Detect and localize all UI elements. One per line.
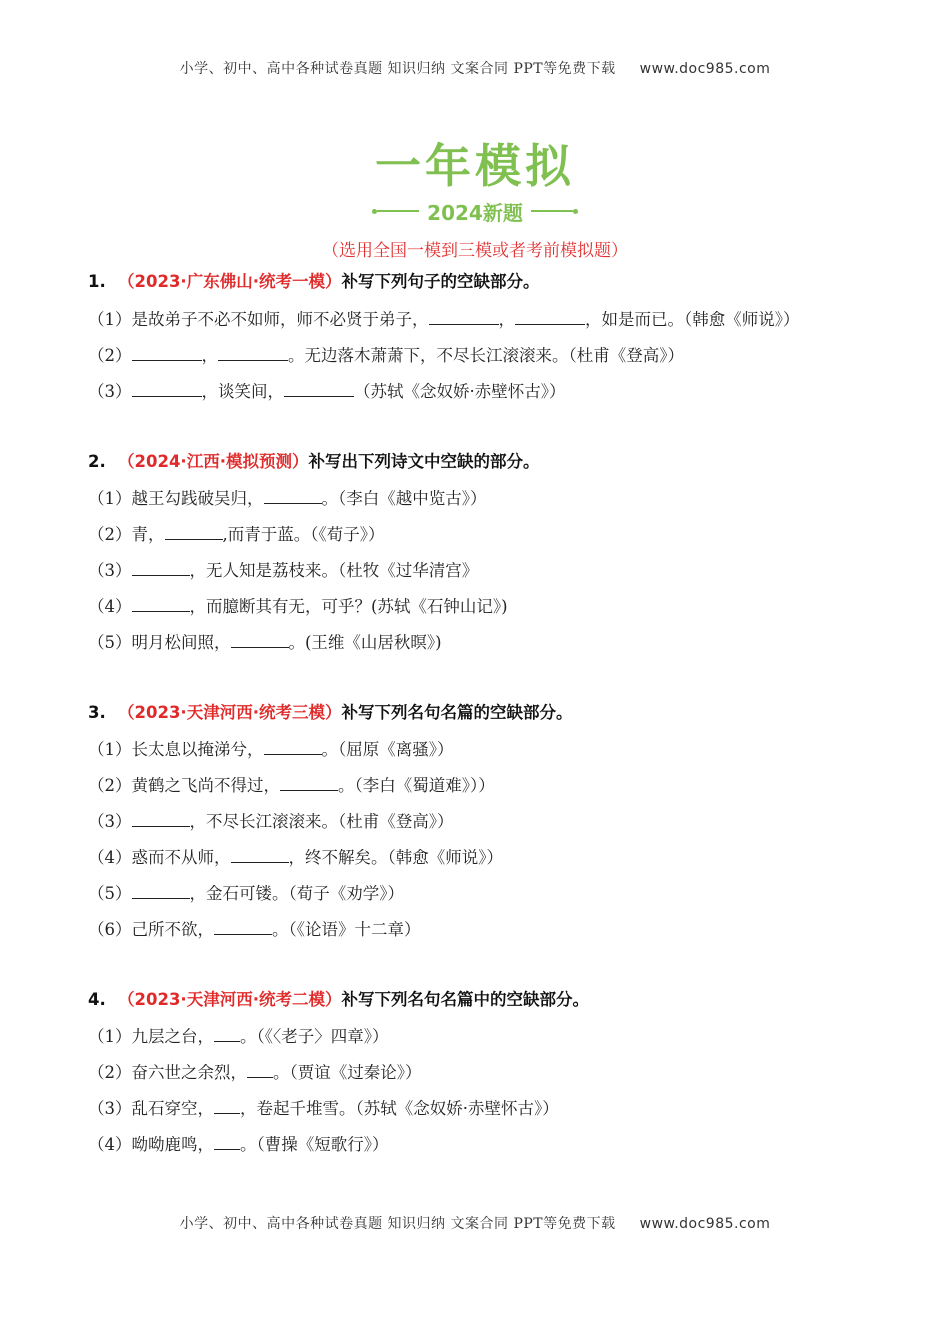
answer-blank[interactable] <box>264 487 322 504</box>
question-heading <box>88 988 868 1012</box>
item-text: （5） <box>88 884 132 903</box>
answer-blank[interactable] <box>214 1133 240 1150</box>
item-text: 。（《论语》十二章） <box>272 920 421 939</box>
page-footer <box>0 1213 950 1233</box>
question-item <box>88 379 868 404</box>
answer-blank[interactable] <box>247 1061 273 1078</box>
question-item <box>88 486 868 511</box>
item-text: （1）长太息以掩涕兮， <box>88 740 264 759</box>
question-4 <box>88 988 868 1157</box>
question-prompt: 补写下列句子的空缺部分。 <box>341 272 540 291</box>
question-heading <box>88 450 868 474</box>
question-item <box>88 881 868 906</box>
item-text: 。（曹操《短歌行》） <box>240 1135 389 1154</box>
item-text: 。（贾谊《过秦论》） <box>273 1063 422 1082</box>
question-prompt: 补写出下列诗文中空缺的部分。 <box>308 452 540 471</box>
item-text: 。（李白《越中览古》） <box>321 489 487 508</box>
item-text: 。(王维《山居秋暝》) <box>288 633 442 652</box>
item-text: 。无边落木萧萧下，不尽长江滚滚来。（杜甫《登高》） <box>288 346 684 365</box>
answer-blank[interactable] <box>165 523 223 540</box>
question-item <box>88 630 868 655</box>
item-text: （3） <box>88 812 132 831</box>
answer-blank[interactable] <box>214 918 272 935</box>
item-text: （1）是故弟子不必不如师，师不必贤于弟子， <box>88 310 429 329</box>
question-3 <box>88 701 868 942</box>
item-text: （4）呦呦鹿鸣， <box>88 1135 214 1154</box>
title-sub: 2024新题 <box>427 200 523 225</box>
item-text: 。（李白《蜀道难》）） <box>338 776 495 795</box>
item-text: （5）明月松间照， <box>88 633 231 652</box>
answer-blank[interactable] <box>264 738 322 755</box>
question-source: （2023·天津河西·统考二模） <box>118 990 342 1009</box>
answer-blank[interactable] <box>132 810 190 827</box>
item-text: ， <box>201 346 218 365</box>
question-2 <box>88 450 868 655</box>
item-text: ，终不解矣。（韩愈《师说》） <box>288 848 503 867</box>
footer-site[interactable]: www.doc985.com <box>639 1216 771 1232</box>
page-title: 一年模拟 <box>375 139 575 193</box>
title-sub-row <box>0 198 950 224</box>
title-note: （选用全国一模到三模或者考前模拟题） <box>322 241 628 261</box>
item-text: （6）己所不欲， <box>88 920 214 939</box>
question-item <box>88 343 868 368</box>
question-item <box>88 845 868 870</box>
question-item <box>88 522 868 547</box>
item-text: （3） <box>88 561 132 580</box>
item-text: 。（屈原《离骚》） <box>321 740 454 759</box>
item-text: 。（《〈老子〉四章》） <box>240 1027 389 1046</box>
item-text: ，卷起千堆雪。（苏轼《念奴娇·赤壁怀古》） <box>240 1099 559 1118</box>
answer-blank[interactable] <box>280 774 338 791</box>
question-item <box>88 307 868 332</box>
item-text: （2）青， <box>88 525 165 544</box>
item-text: （2）奋六世之余烈， <box>88 1063 247 1082</box>
question-prompt: 补写下列名句名篇的空缺部分。 <box>341 703 573 722</box>
question-item <box>88 594 868 619</box>
item-text: （3）乱石穿空， <box>88 1099 214 1118</box>
answer-blank[interactable] <box>214 1097 240 1114</box>
left-deco-line <box>372 209 419 214</box>
header-text: 小学、初中、高中各种试卷真题 知识归纳 文案合同 PPT等免费下载 <box>179 61 616 77</box>
item-text: （4） <box>88 597 132 616</box>
question-1 <box>88 270 868 404</box>
item-text: （1）九层之台， <box>88 1027 214 1046</box>
question-item <box>88 809 868 834</box>
answer-blank[interactable] <box>284 380 354 397</box>
question-item <box>88 1132 868 1157</box>
page-header <box>0 58 950 78</box>
answer-blank[interactable] <box>132 882 190 899</box>
item-text: ，无人知是荔枝来。（杜牧《过华清宫》 <box>189 561 479 580</box>
answer-blank[interactable] <box>231 631 289 648</box>
item-text: ， <box>498 310 515 329</box>
question-number: 2. <box>88 452 106 471</box>
item-text: （2） <box>88 346 132 365</box>
right-deco-line <box>531 209 578 214</box>
answer-blank[interactable] <box>218 344 288 361</box>
item-text: ,而青于蓝。（《荀子》） <box>222 525 385 544</box>
item-text: （1）越王勾践破吴归， <box>88 489 264 508</box>
item-text: （3） <box>88 382 132 401</box>
item-text: （4）惑而不从师， <box>88 848 231 867</box>
question-number: 3. <box>88 703 106 722</box>
header-site[interactable]: www.doc985.com <box>639 61 771 77</box>
item-text: ，而臆断其有无，可乎？(苏轼《石钟山记》) <box>189 597 508 616</box>
question-item <box>88 1024 868 1049</box>
item-text: （苏轼《念奴娇·赤壁怀古》） <box>354 382 566 401</box>
answer-blank[interactable] <box>515 308 585 325</box>
question-prompt: 补写下列名句名篇中的空缺部分。 <box>341 990 589 1009</box>
item-text: ，不尽长江滚滚来。（杜甫《登高》） <box>189 812 454 831</box>
answer-blank[interactable] <box>231 846 289 863</box>
question-item <box>88 773 868 798</box>
question-item <box>88 1060 868 1085</box>
item-text: ，谈笑间， <box>201 382 284 401</box>
answer-blank[interactable] <box>132 595 190 612</box>
answer-blank[interactable] <box>132 380 202 397</box>
question-source: （2023·广东佛山·统考一模） <box>118 272 342 291</box>
question-item <box>88 1096 868 1121</box>
question-heading <box>88 270 868 294</box>
question-item <box>88 917 868 942</box>
question-number: 4. <box>88 990 106 1009</box>
item-text: ，金石可镂。（荀子《劝学》） <box>189 884 404 903</box>
question-source: （2023·天津河西·统考三模） <box>118 703 342 722</box>
question-heading <box>88 701 868 725</box>
item-text: （2）黄鹤之飞尚不得过， <box>88 776 280 795</box>
answer-blank[interactable] <box>429 308 499 325</box>
item-text: ，如是而已。（韩愈《师说》） <box>585 310 800 329</box>
answer-blank[interactable] <box>132 344 202 361</box>
answer-blank[interactable] <box>132 559 190 576</box>
question-item <box>88 558 868 583</box>
question-number: 1. <box>88 272 106 291</box>
questions <box>88 270 868 1157</box>
answer-blank[interactable] <box>214 1025 240 1042</box>
question-item <box>88 737 868 762</box>
question-source: （2024·江西·模拟预测） <box>118 452 309 471</box>
footer-text: 小学、初中、高中各种试卷真题 知识归纳 文案合同 PPT等免费下载 <box>179 1216 616 1232</box>
